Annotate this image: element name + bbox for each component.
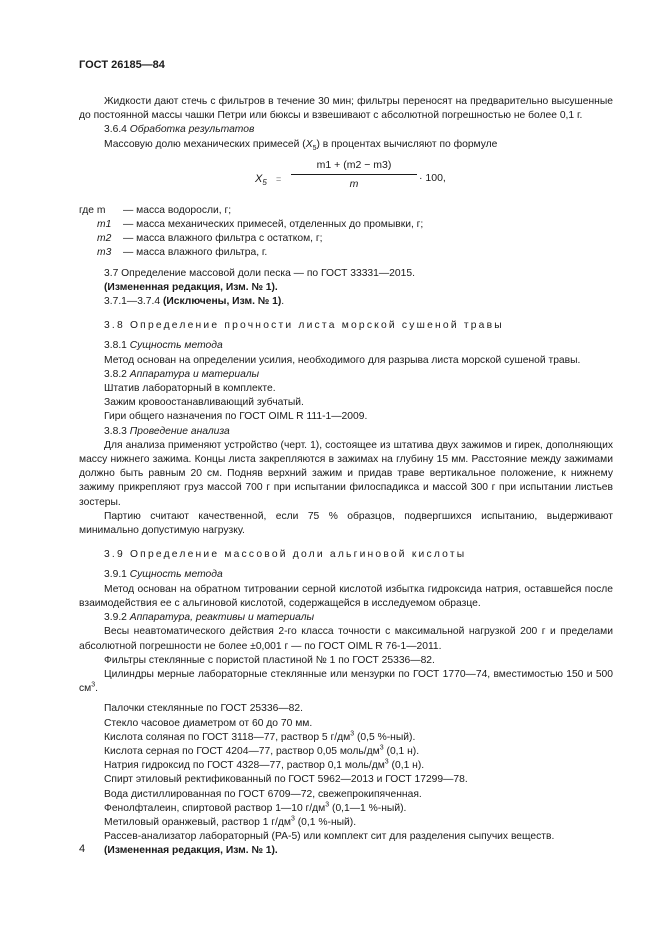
list-item: Натрия гидроксид по ГОСТ 4328—77, раствор 0,1 моль/$дм^3$ (0,1 н). xyxy=(104,758,425,772)
paragraph: Метод основан на определении усилия, необходимого для разрыва листа морской сушеной травы. xyxy=(104,354,581,366)
list-item: Гири общего назначения по ГОСТ OIML R 111-1—2009. xyxy=(104,411,368,423)
paragraph: Партию считают качественной, если 75 % образцов, подвергшихся испытанию, выдерживают минимально допустимую нагрузку. xyxy=(79,510,613,537)
list-item: Цилиндры мерные лабораторные стеклянные или мензурки по ГОСТ 1770—74, вместимостью 150 и 500 $см^3$. xyxy=(79,668,613,695)
list-item: Фильтры стеклянные с пористой пластиной № 1 по ГОСТ 25336—82. xyxy=(104,654,435,666)
list-item: Штатив лабораторный в комплекте. xyxy=(104,383,276,395)
revision-note: (Измененная редакция, Изм. № 1). xyxy=(104,845,278,857)
formula xyxy=(79,158,613,200)
formula-numerator: m1 + (m2 − m3) xyxy=(291,158,417,175)
formula-equals: = xyxy=(276,173,282,184)
list-item: Стекло часовое диаметром от 60 до 70 мм. xyxy=(104,717,313,729)
where-item: m1 — масса механических примесей, отделенных до промывки, г; xyxy=(97,219,424,231)
section-3-9-heading: 3.9 Определение массовой доли альгиновой кислоты xyxy=(104,549,467,561)
section-3-8-3-heading: 3.8.3 Проведение анализа xyxy=(104,425,230,437)
section-3-9-1-heading: 3.9.1 Сущность метода xyxy=(104,569,223,581)
page-content xyxy=(79,95,613,859)
list-item: Рассев-анализатор лабораторный (РА-5) или комплект сит для разделения сыпучих веществ. xyxy=(104,831,555,843)
formula-factor: · 100, xyxy=(419,171,446,184)
where-item: m2 — масса влажного фильтра с остатком, г; xyxy=(97,233,323,245)
list-item: Спирт этиловый ректификованный по ГОСТ 5962—2013 и ГОСТ 17299—78. xyxy=(104,774,468,786)
formula-fraction xyxy=(291,158,417,191)
revision-note: (Измененная редакция, Изм. № 1). xyxy=(104,281,278,293)
formula-lhs: $X_5$ xyxy=(255,172,267,187)
page-number: 4 xyxy=(79,843,86,855)
paragraph: Весы неавтоматического действия 2-го класса точности с максимальной нагрузкой 200 г и пределами абсолютной погрешности не более ±0,001 г — по ГОСТ OIML R 76-1—2011. xyxy=(79,626,613,652)
paragraph: Для анализа применяют устройство (черт. 1), состоящее из штатива двух зажимов и гирек, дополняющих массу нижнего зажима. Концы листа закрепляются в зажимах на глубину 15 мм. Расстояние между зажимами должно быть равным 20 см. Подняв верхний зажим и придав траве вертикальное положение, к нижнему зажиму прикрепляют груз массой 700 г при испытании филоспадикса и массой 300 г при испытании листьев зостеры. xyxy=(79,439,613,508)
list-item: Метиловый оранжевый, раствор 1 $г/дм^3$ (0,1 %-ный). xyxy=(104,815,357,828)
section-3-6-4-heading: 3.6.4 Обработка результатов xyxy=(104,124,255,136)
where-item: где m — масса водоросли, г; xyxy=(79,204,232,216)
where-item: m3 — масса влажного фильтра, г. xyxy=(97,247,268,259)
section-3-8-1-heading: 3.8.1 Сущность метода xyxy=(104,340,223,352)
paragraph: Метод основан на обратном титровании серной кислотой избытка гидроксида натрия, оставшейся после взаимодействия ее с альгиновой кислотой, содержащейся в исследуемом образце. xyxy=(79,583,613,609)
formula-intro: Массовую долю механических примесей $(X_5)$ в процентах вычисляют по формуле xyxy=(104,138,498,152)
list-item: Фенолфталеин, спиртовой раствор 1—10 $г/дм^3$ (0,1—1 %-ный). xyxy=(104,801,407,814)
list-item: Вода дистиллированная по ГОСТ 6709—72, свежепрокипяченная. xyxy=(104,788,422,800)
list-item: Зажим кровоостанавливающий зубчатый. xyxy=(104,397,304,409)
section-3-8-heading: 3.8 Определение прочности листа морской сушеной травы xyxy=(104,320,504,332)
section-3-9-2-heading: 3.9.2 Аппаратура, реактивы и материалы xyxy=(104,612,315,624)
list-item: Кислота серная по ГОСТ 4204—77, раствор 0,05 моль/$дм^3$ (0,1 н). xyxy=(104,744,420,757)
list-item: Кислота соляная по ГОСТ 3118—77, раствор 5 $г/дм^3$ (0,5 %-ный). xyxy=(104,730,416,743)
section-3-8-2-heading: 3.8.2 Аппаратура и материалы xyxy=(104,368,260,380)
list-item: Палочки стеклянные по ГОСТ 25336—82. xyxy=(104,703,303,715)
section-3-7-1: 3.7.1—3.7.4 (Исключены, Изм. № 1). xyxy=(104,296,285,308)
page-header: ГОСТ 26185—84 xyxy=(79,59,165,71)
paragraph: Жидкости дают стечь с фильтров в течение 30 мин; фильтры переносят на предварительно высушенные до постоянной массы чашки Петри или бюксы и взвешивают с абсолютной погрешностью не более 0,1 г. xyxy=(79,96,613,122)
section-3-7: 3.7 Определение массовой доли песка — по ГОСТ 33331—2015. xyxy=(104,267,415,279)
formula-denominator: m xyxy=(349,178,359,191)
